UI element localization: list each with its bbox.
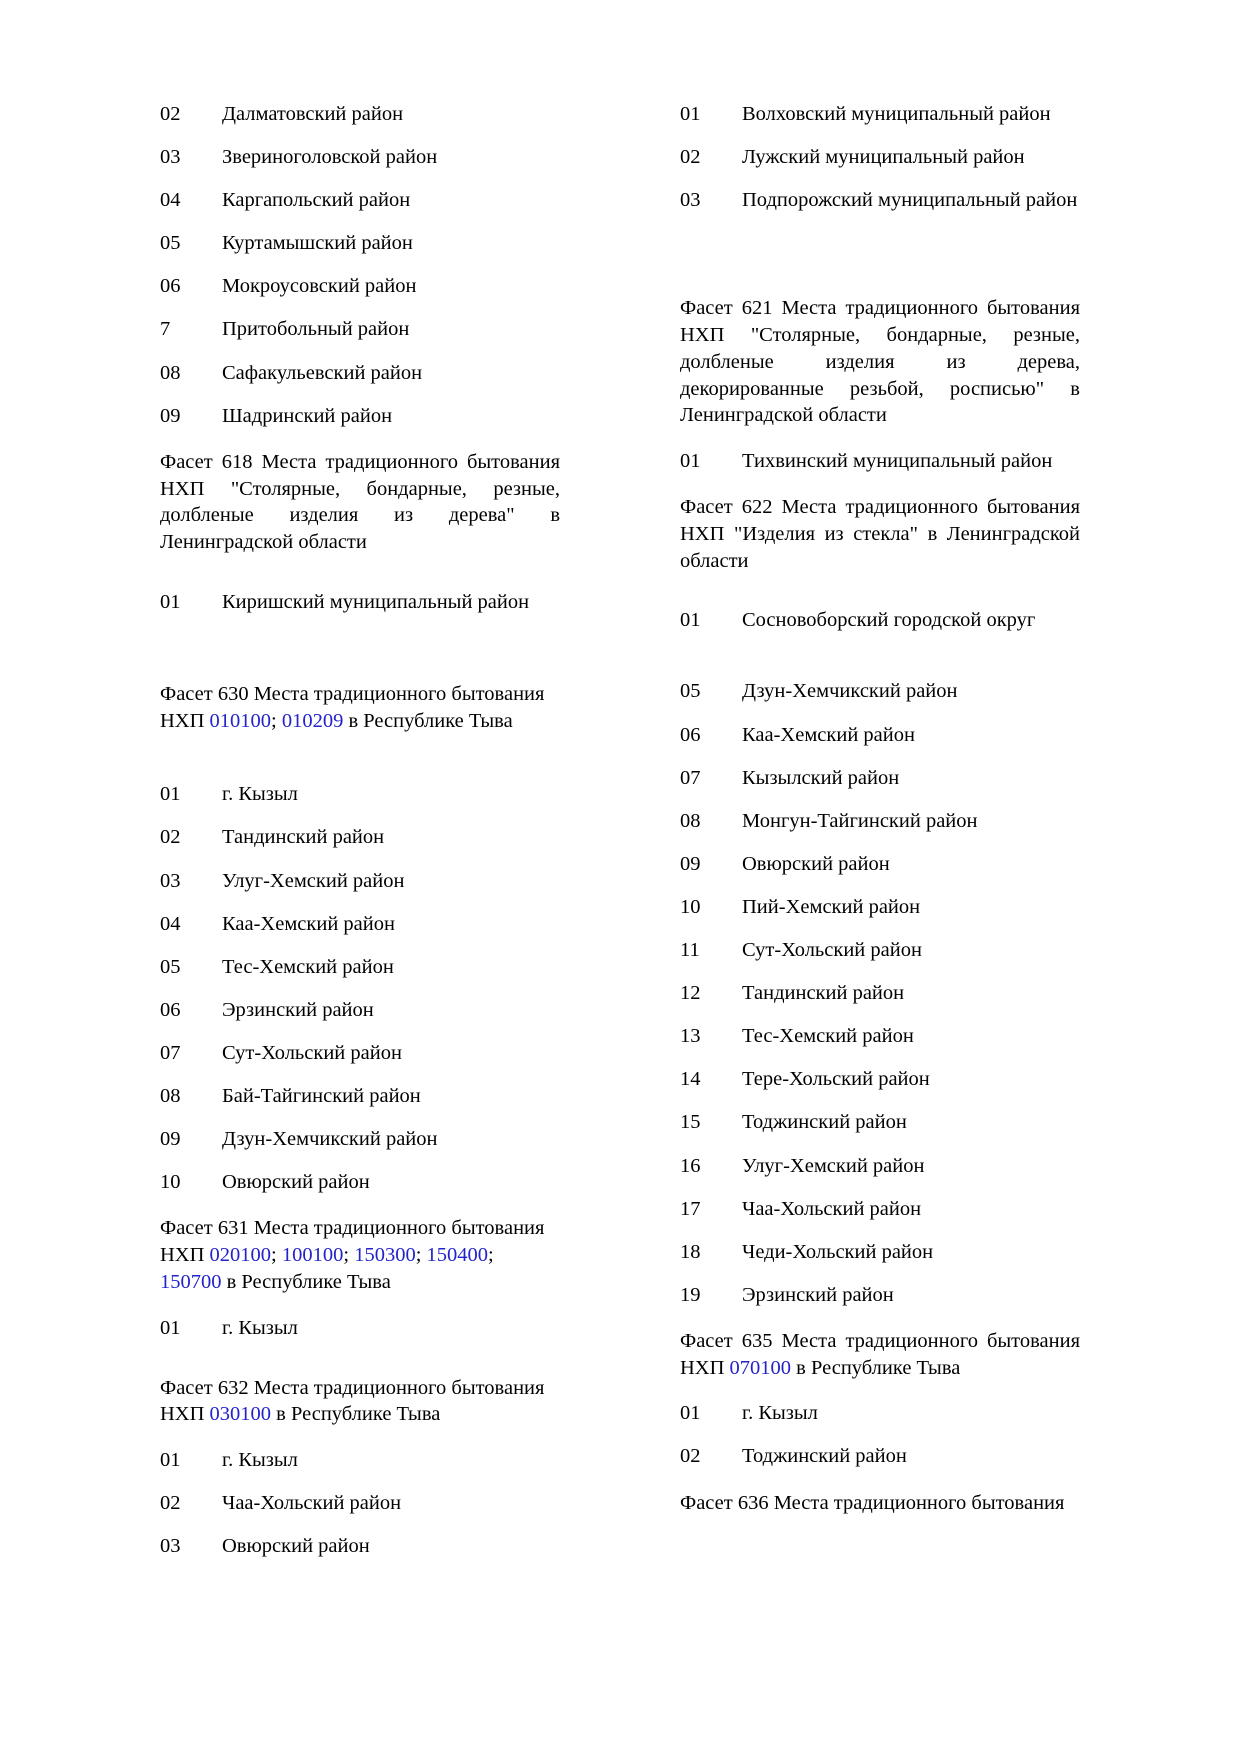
entry-code: 19 [680,1283,701,1306]
nhp-code-link[interactable]: 150400 [426,1244,489,1267]
list-item [160,319,560,340]
facet-631-text-after: в Республике Тыва [221,1270,391,1293]
entry-name: Мокроусовский район [222,275,417,298]
entry-name: Тандинский район [222,826,385,849]
entry-name: г. Кызыл [222,1449,298,1472]
entry-code: 07 [160,1041,181,1064]
list-item [680,1242,1080,1263]
entry-name: Тес-Хемский район [742,1025,914,1048]
list-item [160,147,560,168]
facet-630-heading [160,681,560,735]
entry-name: Притобольный район [222,318,410,341]
entry-name: Дзун-Хемчикский район [742,680,958,703]
list-item [680,1446,1080,1467]
facet-635-text-after: в Республике Тыва [791,1356,961,1379]
list-item [160,1000,560,1021]
list-item [160,233,560,254]
entry-code: 08 [680,809,701,832]
list-item [160,1043,560,1064]
entry-name: Сут-Хольский район [222,1041,402,1064]
spacer [680,653,1080,681]
code-separator: ; [415,1244,427,1267]
entry-code: 18 [680,1240,701,1263]
list-item [680,1199,1080,1220]
nhp-code-link[interactable]: 150300 [354,1244,416,1267]
spacer [680,596,1080,610]
entry-name: Волховский муниципальный район [742,103,1051,125]
entry-name: Эрзинский район [222,998,374,1021]
entry-code: 06 [680,723,701,746]
nhp-code-link[interactable]: 010100 [209,709,272,732]
list-item [160,1536,560,1557]
facet-632-heading [160,1375,560,1429]
district-list-632 [160,1450,560,1557]
entry-code: 15 [680,1111,701,1134]
entry-name: г. Кызыл [742,1402,818,1425]
facet-618-heading: Фасет 618 Места традиционного бытования НХП "Столярные, бондарные, резные, долбленые изделия из дерева" в Ленинградской области [160,450,560,553]
entry-name: Чеди-Хольский район [742,1240,934,1263]
entry-code: 16 [680,1154,701,1177]
list-item [160,592,560,613]
district-list-kurgan [160,104,560,426]
entry-name: г. Кызыл [222,1316,298,1339]
list-item [160,190,560,211]
left-column [160,104,560,1579]
entry-name: Улуг-Хемский район [742,1154,925,1177]
entry-code: 13 [680,1025,701,1048]
district-list-tyva [680,681,1080,1305]
entry-code: 01 [680,450,701,473]
facet-622-heading: Фасет 622 Места традиционного бытования НХП "Изделия из стекла" в Ленинградской области [680,496,1080,572]
list-item [680,1403,1080,1424]
entry-code: 17 [680,1197,701,1220]
list-item [160,363,560,384]
list-item [680,1112,1080,1133]
entry-code: 09 [160,404,181,427]
list-item [160,406,560,427]
entry-name: Эрзинский район [742,1283,894,1306]
entry-code: 08 [160,361,181,384]
list-item [680,1069,1080,1090]
list-item [680,768,1080,789]
entry-code: 07 [680,766,701,789]
district-list-leningrad [680,104,1080,211]
entry-code: 06 [160,998,181,1021]
facet-632-text-after: в Республике Тыва [271,1403,441,1426]
list-item [680,940,1080,961]
entry-code: 01 [160,590,181,613]
entry-code: 09 [160,1128,181,1151]
nhp-code-link[interactable]: 010209 [281,709,344,732]
entry-code: 03 [680,189,701,212]
entry-code: 05 [680,680,701,703]
entry-name: Чаа-Хольский район [742,1197,922,1220]
entry-code: 09 [680,852,701,875]
spacer [160,1361,560,1375]
list-item [160,276,560,297]
right-column [680,104,1080,1579]
entry-name: Пий-Хемский район [742,895,921,918]
list-item [160,784,560,805]
nhp-code-link[interactable]: 150700 [160,1270,222,1293]
entry-code: 01 [680,103,701,125]
entry-code: 02 [680,146,701,169]
entry-code: 10 [680,895,701,918]
entry-code: 01 [680,609,701,632]
facet-631-heading [160,1215,560,1295]
list-item [680,725,1080,746]
entry-name: Кызылский район [742,766,900,789]
list-item [160,1493,560,1514]
entry-code: 08 [160,1085,181,1107]
entry-name: Тоджинский район [742,1445,907,1468]
entry-code: 04 [160,912,181,935]
entry-name: Тере-Хольский район [742,1068,930,1091]
entry-name: Чаа-Хольский район [222,1492,402,1515]
district-list-630 [160,784,560,1192]
spacer [160,756,560,784]
entry-name: Сут-Хольский район [742,939,922,962]
facet-632-text-before: Фасет 632 Места традиционного бытования НХП [160,1376,545,1426]
list-item [160,104,560,125]
entry-code: 02 [680,1445,701,1468]
code-separator: ; [271,1244,282,1267]
entry-name: Подпорожский муниципальный район [742,189,1078,212]
entry-code: 05 [160,232,181,255]
list-item [680,811,1080,832]
entry-code: 02 [160,826,181,849]
list-item [160,1086,560,1107]
entry-name: Дзун-Хемчикский район [222,1128,438,1151]
entry-name: Бай-Тайгинский район [222,1085,421,1107]
list-item [160,871,560,892]
list-item [160,1318,560,1339]
list-item [160,827,560,848]
facet-621-heading: Фасет 621 Места традиционного бытования НХП "Столярные, бондарные, резные, долбленые изделия из дерева, декорированные резьбой, росписью" в Ленинградской области [680,297,1080,427]
list-item [680,681,1080,702]
code-separator: ; [271,709,282,732]
list-item [680,854,1080,875]
list-item [160,914,560,935]
entry-code: 7 [160,318,171,341]
entry-code: 05 [160,955,181,978]
nhp-code-link[interactable]: 030100 [209,1403,272,1426]
entry-code: 04 [160,189,181,212]
entry-code: 01 [160,1449,181,1472]
list-item [160,1172,560,1193]
entry-name: Каа-Хемский район [222,912,395,935]
list-item [680,147,1080,168]
entry-code: 01 [680,1402,701,1425]
entry-name: Тихвинский муниципальный район [742,450,1053,473]
facet-636-heading: Фасет 636 Места традиционного бытования [680,1491,1065,1514]
entry-code: 02 [160,1492,181,1515]
entry-name: Сосновоборский городской округ [742,609,1036,632]
entry-name: Тандинский район [742,982,905,1005]
facet-635-heading [680,1328,1080,1382]
entry-name: Монгун-Тайгинский район [742,809,978,832]
list-item [680,983,1080,1004]
entry-name: Улуг-Хемский район [222,869,405,892]
entry-name: Каа-Хемский район [742,723,915,746]
entry-name: Каргапольский район [222,189,411,212]
entry-name: Овюрский район [222,1171,370,1194]
entry-name: Далматовский район [222,103,404,125]
code-separator: ; [343,1244,355,1267]
code-separator: ; [488,1244,494,1267]
entry-name: Киришский муниципальный район [222,590,530,613]
list-item [160,1129,560,1150]
list-item [160,1450,560,1471]
entry-code: 03 [160,1535,181,1558]
entry-code: 06 [160,275,181,298]
entry-name: Тес-Хемский район [222,955,394,978]
nhp-code-link[interactable]: 100100 [281,1244,344,1267]
list-item [680,897,1080,918]
list-item [680,190,1080,211]
entry-name: Звериноголовской район [222,146,438,169]
entry-name: Лужский муниципальный район [742,146,1025,169]
entry-name: Овюрский район [742,852,890,875]
entry-name: Овюрский район [222,1535,370,1558]
facet-631-text-before: Фасет 631 Места традиционного бытования НХП [160,1217,545,1267]
entry-code: 14 [680,1068,701,1091]
entry-name: г. Кызыл [222,783,298,806]
entry-code: 03 [160,869,181,892]
entry-code: 12 [680,982,701,1005]
entry-name: Куртамышский район [222,232,413,255]
list-item [680,1156,1080,1177]
entry-code: 03 [160,146,181,169]
entry-code: 02 [160,103,181,125]
nhp-code-link[interactable]: 070100 [729,1356,792,1379]
entry-code: 01 [160,1316,181,1339]
spacer [160,635,560,681]
facet-635-text-before: Фасет 635 Места традиционного бытования НХП [680,1329,1080,1379]
list-item [680,1285,1080,1306]
list-item [160,957,560,978]
list-item [680,104,1080,125]
entry-code: 01 [160,783,181,806]
list-item [680,610,1080,631]
entry-name: Сафакульевский район [222,361,423,384]
facet-630-text-before: Фасет 630 Места традиционного бытования НХП [160,682,545,732]
entry-name: Тоджинский район [742,1111,907,1134]
entry-code: 11 [680,939,700,962]
entry-code: 10 [160,1171,181,1194]
facet-630-text-after: в Республике Тыва [343,709,513,732]
district-list-635 [680,1403,1080,1467]
nhp-code-link[interactable]: 020100 [209,1244,272,1267]
spacer [680,233,1080,295]
two-column-body [160,104,1080,1579]
entry-name: Шадринский район [222,404,393,427]
list-item [680,1026,1080,1047]
list-item [680,451,1080,472]
spacer [160,578,560,592]
